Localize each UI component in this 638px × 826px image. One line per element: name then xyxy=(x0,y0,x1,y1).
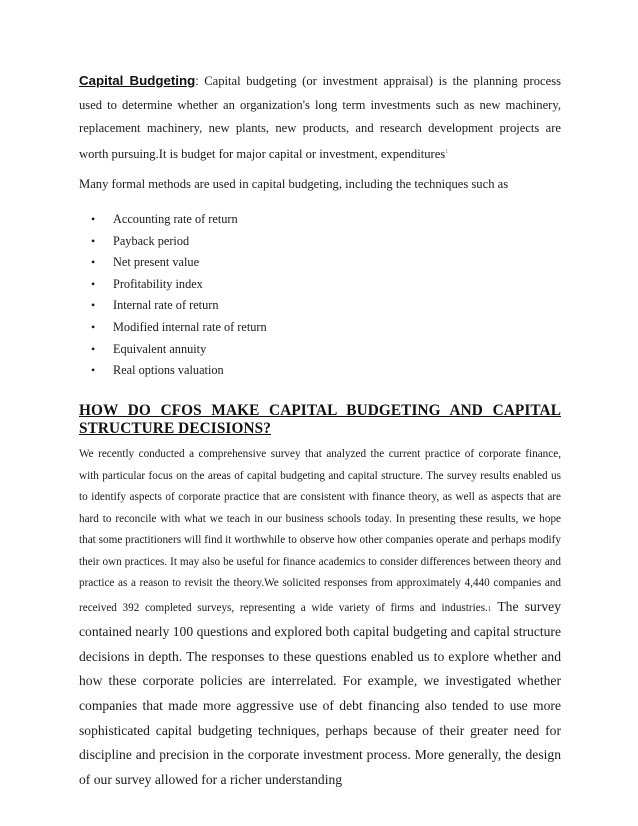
list-item-label: Real options valuation xyxy=(113,363,224,378)
list-item-label: Net present value xyxy=(113,255,200,270)
list-item-label: Profitability index xyxy=(113,276,203,291)
survey-text-part2: The survey contained nearly 100 questions and explored both capital budgeting and capital structure decisions in depth. The responses to these questions enabled us to explore whether and how these corporate policies are interrelated. For example, we investigated whether companies that made more aggressive use of debt financing also tended to use more sophisticated capital budgeting techniques, perhaps because of their greater need for discipline and precision in the corporate investment process. More generally, the design of our survey allowed for a richer understanding xyxy=(79,598,561,787)
bullet-icon: • xyxy=(91,341,96,356)
list-item xyxy=(79,295,479,317)
list-item xyxy=(79,274,479,296)
bullet-icon: • xyxy=(91,276,96,291)
list-item-label: Accounting rate of return xyxy=(113,212,238,226)
capital-budgeting-title: Capital Budgeting xyxy=(79,73,196,88)
bullet-icon: • xyxy=(91,298,96,313)
list-item xyxy=(79,317,479,339)
list-item xyxy=(79,209,479,231)
list-item xyxy=(79,360,479,382)
section-heading: HOW DO CFOS MAKE CAPITAL BUDGETING AND CAPITAL STRUCTURE DECISIONS? xyxy=(79,402,561,437)
footnote-marker: 1 xyxy=(487,604,492,613)
methods-intro: Many formal methods are used in capital budgeting, including the techniques such as xyxy=(79,177,509,191)
list-item-label: Equivalent annuity xyxy=(113,341,207,356)
capital-budgeting-paragraph xyxy=(79,69,561,167)
survey-paragraph xyxy=(79,444,561,792)
list-item xyxy=(79,252,479,274)
survey-text-part1: We recently conducted a comprehensive survey that analyzed the current practice of corporate finance, with particular focus on the areas of capital budgeting and capital structure. The survey results enabled us to identify aspects of corporate practice that are consistent with finance theory, as well as aspects that are hard to reconcile with what we teach in our business schools today. In presenting these results, we hope that some practitioners will find it worthwhile to observe how other companies operate and perhaps modify their own practices. It may also be useful for finance academics to consider differences between theory and practice as a reason to revisit the theory.We solicited responses from approximately 4,440 companies and received 392 completed surveys, representing a wide variety of firms and industries. xyxy=(79,448,561,614)
bullet-icon: • xyxy=(91,212,96,226)
bullet-icon: • xyxy=(91,233,96,248)
title-colon: : xyxy=(195,74,199,88)
bullet-icon: • xyxy=(91,363,96,378)
list-item xyxy=(79,231,479,253)
list-item-label: Payback period xyxy=(113,233,190,248)
reference-marker: 1 xyxy=(445,149,449,156)
capital-budgeting-definition: Capital budgeting (or investment appraisal) is the planning process used to determine whether an organization's long term investments such as new machinery, replacement machinery, new plants, new products, and research development projects are worth pursuing.It is budget for major capital or investment, expenditures xyxy=(79,74,561,162)
methods-list xyxy=(79,209,479,382)
list-item xyxy=(79,339,479,361)
list-item-label: Internal rate of return xyxy=(113,298,219,313)
bullet-icon: • xyxy=(91,255,96,270)
bullet-icon: • xyxy=(91,319,96,334)
list-item-label: Modified internal rate of return xyxy=(113,319,267,334)
